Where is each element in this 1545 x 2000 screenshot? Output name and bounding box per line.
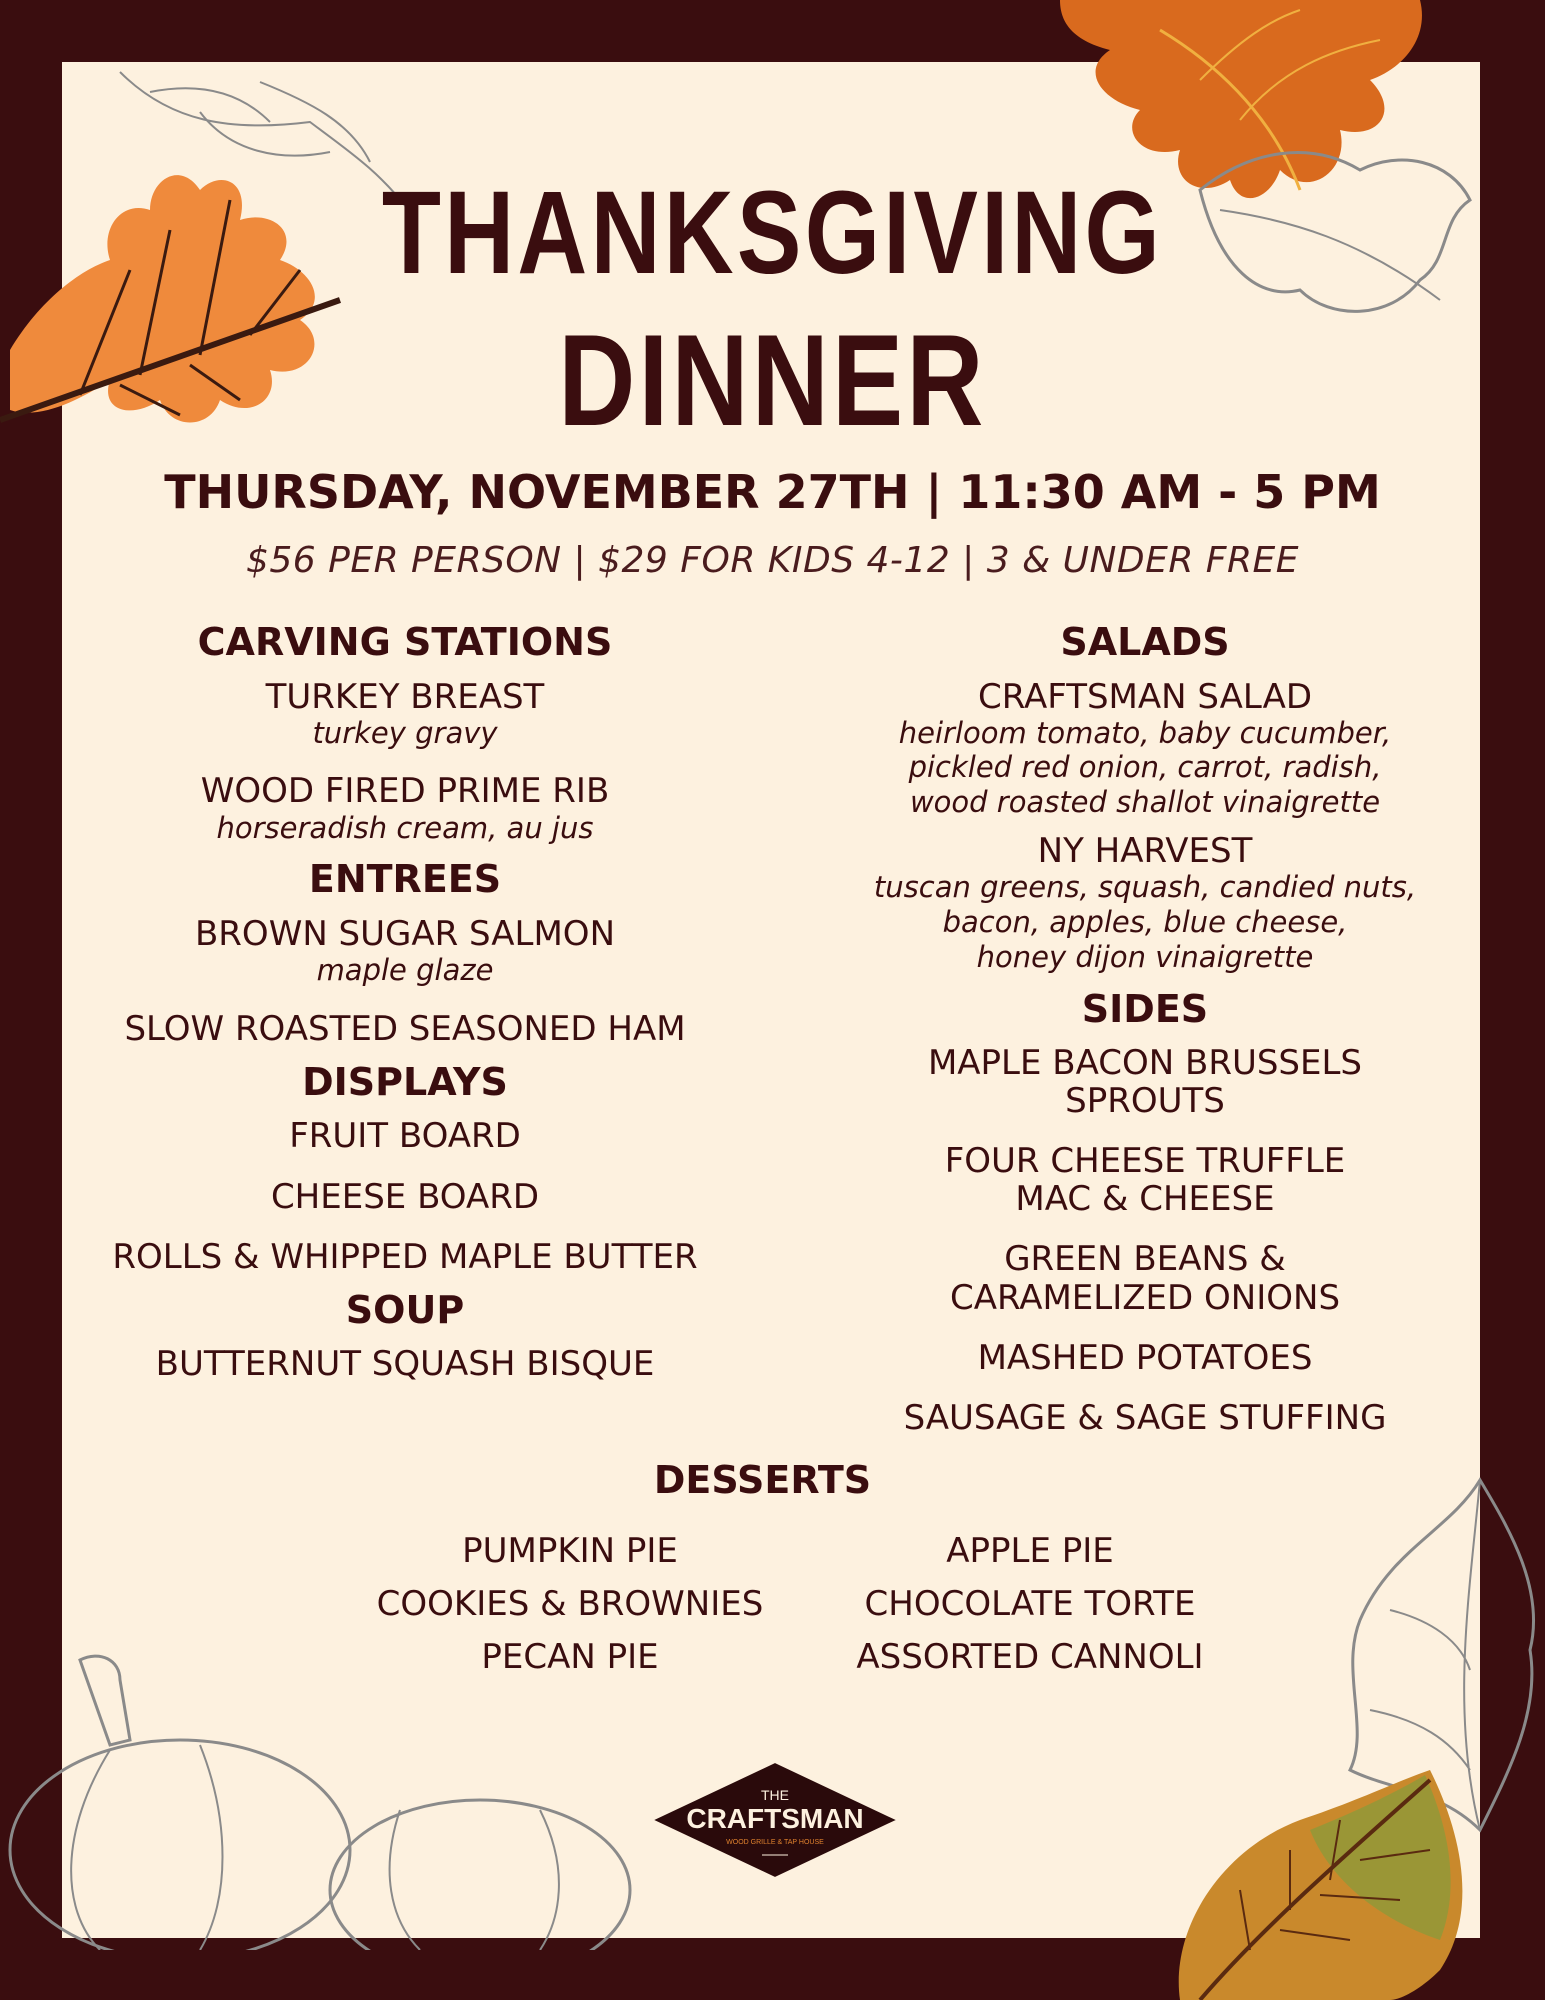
menu-item-name: FOUR CHEESE TRUFFLE	[944, 1141, 1346, 1182]
menu-item-name: TURKEY BREAST	[265, 676, 545, 717]
menu-item-name: CHEESE BOARD	[270, 1176, 540, 1217]
menu-item-desc: turkey gravy	[312, 715, 498, 750]
dessert-item: ASSORTED CANNOLI	[856, 1637, 1204, 1677]
section-heading-carving: CARVING STATIONS	[197, 620, 613, 664]
dessert-item: PECAN PIE	[481, 1637, 659, 1677]
menu-item-desc: tuscan greens, squash, candied nuts,	[873, 870, 1417, 905]
menu-item-desc: wood roasted shallot vinaigrette	[909, 785, 1381, 820]
event-pricing: $56 PER PERSON | $29 FOR KIDS 4-12 | 3 & UNDER FREE	[245, 540, 1300, 581]
section-heading-soup: SOUP	[345, 1287, 465, 1332]
dessert-item: PUMPKIN PIE	[462, 1531, 678, 1571]
logo-top-text: THE	[761, 1787, 789, 1803]
menu-item-name: SAUSAGE & SAGE STUFFING	[903, 1397, 1387, 1438]
menu-left-column	[70, 620, 740, 1383]
title-line-2: DINNER	[558, 307, 987, 453]
craftsman-logo	[650, 1760, 900, 1880]
menu-item-name: MAC & CHEESE	[1015, 1179, 1275, 1220]
dessert-item: COOKIES & BROWNIES	[376, 1584, 764, 1624]
menu-item-name: SLOW ROASTED SEASONED HAM	[124, 1008, 686, 1049]
logo-tagline-text: WOOD GRILLE & TAP HOUSE	[726, 1839, 824, 1846]
menu-item-name: SPROUTS	[1065, 1081, 1225, 1122]
event-date-time: THURSDAY, NOVEMBER 27TH | 11:30 AM - 5 PM	[164, 465, 1381, 519]
dessert-item: CHOCOLATE TORTE	[864, 1584, 1196, 1624]
title-line-1: THANKSGIVING	[381, 167, 1164, 299]
menu-item-name: BUTTERNUT SQUASH BISQUE	[155, 1344, 655, 1385]
section-heading-entrees: ENTREES	[308, 857, 502, 902]
watercolor-leaf-icon	[1160, 1770, 1480, 2000]
menu-item-desc: maple glaze	[316, 953, 494, 988]
menu-item-name: GREEN BEANS &	[1004, 1239, 1286, 1280]
menu-item-desc: horseradish cream, au jus	[216, 810, 594, 845]
section-heading-desserts: DESSERTS	[653, 1458, 872, 1502]
menu-item-desc: pickled red onion, carrot, radish,	[908, 750, 1382, 785]
menu-item-name: FRUIT BOARD	[289, 1116, 521, 1157]
desserts-left-column	[340, 1525, 800, 1684]
menu-item-name: NY HARVEST	[1037, 831, 1253, 872]
section-heading-displays: DISPLAYS	[302, 1059, 508, 1104]
menu-item-name: ROLLS & WHIPPED MAPLE BUTTER	[112, 1236, 698, 1277]
logo-name-text: CRAFTSMAN	[686, 1803, 864, 1834]
menu-item-name: WOOD FIRED PRIME RIB	[200, 771, 610, 812]
menu-item-desc: honey dijon vinaigrette	[976, 939, 1314, 974]
menu-item-name: MAPLE BACON BRUSSELS	[927, 1043, 1363, 1084]
menu-right-column	[820, 620, 1470, 1437]
dessert-item: APPLE PIE	[946, 1531, 1114, 1571]
menu-item-name: BROWN SUGAR SALMON	[194, 913, 616, 954]
menu-item-name: CARAMELIZED ONIONS	[949, 1277, 1341, 1318]
section-heading-sides: SIDES	[1081, 986, 1209, 1031]
menu-item-name: CRAFTSMAN SALAD	[977, 676, 1313, 717]
section-heading-salads: SALADS	[1060, 620, 1230, 664]
sketch-pumpkin-icon	[0, 1650, 720, 1950]
desserts-right-column	[820, 1525, 1240, 1684]
menu-item-name: MASHED POTATOES	[977, 1337, 1313, 1378]
menu-item-desc: bacon, apples, blue cheese,	[942, 904, 1348, 939]
menu-item-desc: heirloom tomato, baby cucumber,	[898, 715, 1392, 750]
